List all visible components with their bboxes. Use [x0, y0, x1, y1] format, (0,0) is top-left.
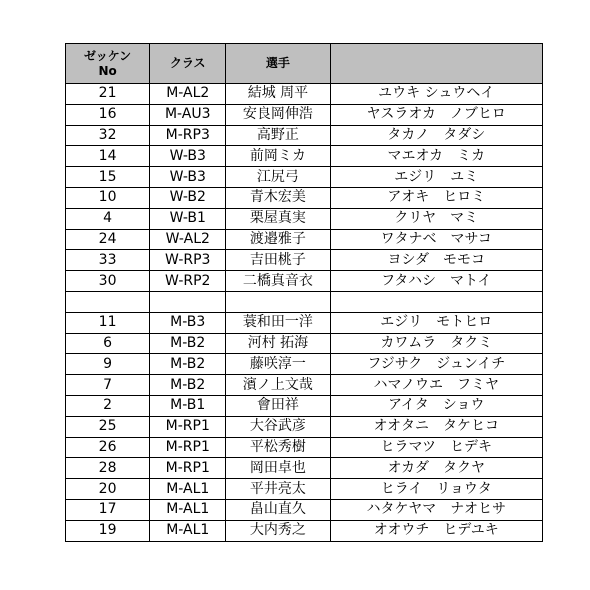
player-name-cell: 藤咲淳一	[226, 354, 330, 375]
class-cell: M-B2	[150, 354, 226, 375]
table-row	[66, 333, 543, 354]
player-name-cell: 岡田卓也	[226, 458, 330, 479]
name-reading-cell: ヤスラオカ ノブヒロ	[330, 104, 542, 125]
name-reading-cell: オオタニ タケヒコ	[330, 416, 542, 437]
name-reading-cell: アイタ ショウ	[330, 395, 542, 416]
player-name-cell: 前岡ミカ	[226, 146, 330, 167]
table-row	[66, 146, 543, 167]
header-reading	[330, 44, 542, 84]
table-row	[66, 125, 543, 146]
class-cell: W-B2	[150, 187, 226, 208]
class-cell: M-RP3	[150, 125, 226, 146]
name-reading-cell: タカノ タダシ	[330, 125, 542, 146]
header-bib-number-line2: No	[98, 63, 117, 78]
player-name-cell: 會田祥	[226, 395, 330, 416]
class-cell: M-RP1	[150, 437, 226, 458]
class-cell: M-B2	[150, 333, 226, 354]
name-reading-cell: エジリ モトヒロ	[330, 312, 542, 333]
class-cell	[150, 291, 226, 312]
class-cell: M-AL1	[150, 520, 226, 541]
header-player: 選手	[226, 44, 330, 84]
table-row	[66, 250, 543, 271]
header-row	[66, 44, 543, 84]
bib-number-cell: 30	[66, 271, 150, 292]
player-name-cell: 高野正	[226, 125, 330, 146]
name-reading-cell: オカダ タクヤ	[330, 458, 542, 479]
bib-number-cell: 19	[66, 520, 150, 541]
table-row	[66, 271, 543, 292]
player-name-cell: 青木宏美	[226, 187, 330, 208]
class-cell: W-B3	[150, 146, 226, 167]
roster-body	[66, 84, 543, 542]
class-cell: M-AU3	[150, 104, 226, 125]
table-row	[66, 187, 543, 208]
player-name-cell: 河村 拓海	[226, 333, 330, 354]
player-name-cell: 濱ノ上文哉	[226, 375, 330, 396]
class-cell: W-RP2	[150, 271, 226, 292]
table-row	[66, 520, 543, 541]
table-row	[66, 167, 543, 188]
class-cell: W-B3	[150, 167, 226, 188]
bib-number-cell: 33	[66, 250, 150, 271]
bib-number-cell: 7	[66, 375, 150, 396]
name-reading-cell: ヒラマツ ヒデキ	[330, 437, 542, 458]
table-row	[66, 229, 543, 250]
name-reading-cell: ヨシダ モモコ	[330, 250, 542, 271]
class-cell: M-B3	[150, 312, 226, 333]
bib-number-cell: 6	[66, 333, 150, 354]
bib-number-cell: 24	[66, 229, 150, 250]
header-bib-number-line1: ゼッケン	[84, 48, 132, 63]
bib-number-cell: 17	[66, 499, 150, 520]
name-reading-cell: フジサク ジュンイチ	[330, 354, 542, 375]
player-name-cell: 平松秀樹	[226, 437, 330, 458]
bib-number-cell	[66, 291, 150, 312]
class-cell: M-B1	[150, 395, 226, 416]
table-row	[66, 479, 543, 500]
table-row	[66, 458, 543, 479]
class-cell: M-RP1	[150, 458, 226, 479]
player-name-cell: 畠山直久	[226, 499, 330, 520]
bib-number-cell: 15	[66, 167, 150, 188]
table-row	[66, 437, 543, 458]
name-reading-cell: ユウキ シュウヘイ	[330, 84, 542, 105]
roster-table	[65, 43, 543, 542]
player-name-cell: 栗屋真実	[226, 208, 330, 229]
bib-number-cell: 28	[66, 458, 150, 479]
player-name-cell: 江尻弓	[226, 167, 330, 188]
name-reading-cell: クリヤ マミ	[330, 208, 542, 229]
player-name-cell: 結城 周平	[226, 84, 330, 105]
table-row	[66, 499, 543, 520]
class-cell: W-RP3	[150, 250, 226, 271]
name-reading-cell	[330, 291, 542, 312]
class-cell: M-B2	[150, 375, 226, 396]
player-name-cell	[226, 291, 330, 312]
class-cell: M-AL2	[150, 84, 226, 105]
bib-number-cell: 32	[66, 125, 150, 146]
bib-number-cell: 9	[66, 354, 150, 375]
class-cell: W-B1	[150, 208, 226, 229]
table-row	[66, 208, 543, 229]
player-name-cell: 大内秀之	[226, 520, 330, 541]
bib-number-cell: 21	[66, 84, 150, 105]
bib-number-cell: 11	[66, 312, 150, 333]
player-name-cell: 平井亮太	[226, 479, 330, 500]
name-reading-cell: エジリ ユミ	[330, 167, 542, 188]
name-reading-cell: アオキ ヒロミ	[330, 187, 542, 208]
bib-number-cell: 14	[66, 146, 150, 167]
header-bib-number	[66, 44, 150, 84]
name-reading-cell: マエオカ ミカ	[330, 146, 542, 167]
table-row	[66, 395, 543, 416]
name-reading-cell: ハタケヤマ ナオヒサ	[330, 499, 542, 520]
player-name-cell: 二橋真音衣	[226, 271, 330, 292]
player-name-cell: 安良岡伸浩	[226, 104, 330, 125]
class-cell: M-AL1	[150, 479, 226, 500]
table-row	[66, 104, 543, 125]
class-cell: M-AL1	[150, 499, 226, 520]
player-name-cell: 大谷武彦	[226, 416, 330, 437]
table-row	[66, 416, 543, 437]
table-row	[66, 291, 543, 312]
bib-number-cell: 4	[66, 208, 150, 229]
class-cell: W-AL2	[150, 229, 226, 250]
table-row	[66, 354, 543, 375]
class-cell: M-RP1	[150, 416, 226, 437]
player-name-cell: 渡邉雅子	[226, 229, 330, 250]
player-name-cell: 吉田桃子	[226, 250, 330, 271]
player-name-cell: 蓑和田一洋	[226, 312, 330, 333]
bib-number-cell: 2	[66, 395, 150, 416]
name-reading-cell: ワタナベ マサコ	[330, 229, 542, 250]
bib-number-cell: 20	[66, 479, 150, 500]
bib-number-cell: 25	[66, 416, 150, 437]
bib-number-cell: 26	[66, 437, 150, 458]
name-reading-cell: フタハシ マトイ	[330, 271, 542, 292]
name-reading-cell: ハマノウエ フミヤ	[330, 375, 542, 396]
name-reading-cell: ヒライ リョウタ	[330, 479, 542, 500]
table-row	[66, 375, 543, 396]
bib-number-cell: 16	[66, 104, 150, 125]
header-class: クラス	[150, 44, 226, 84]
name-reading-cell: カワムラ タクミ	[330, 333, 542, 354]
bib-number-cell: 10	[66, 187, 150, 208]
name-reading-cell: オオウチ ヒデユキ	[330, 520, 542, 541]
table-row	[66, 312, 543, 333]
table-row	[66, 84, 543, 105]
